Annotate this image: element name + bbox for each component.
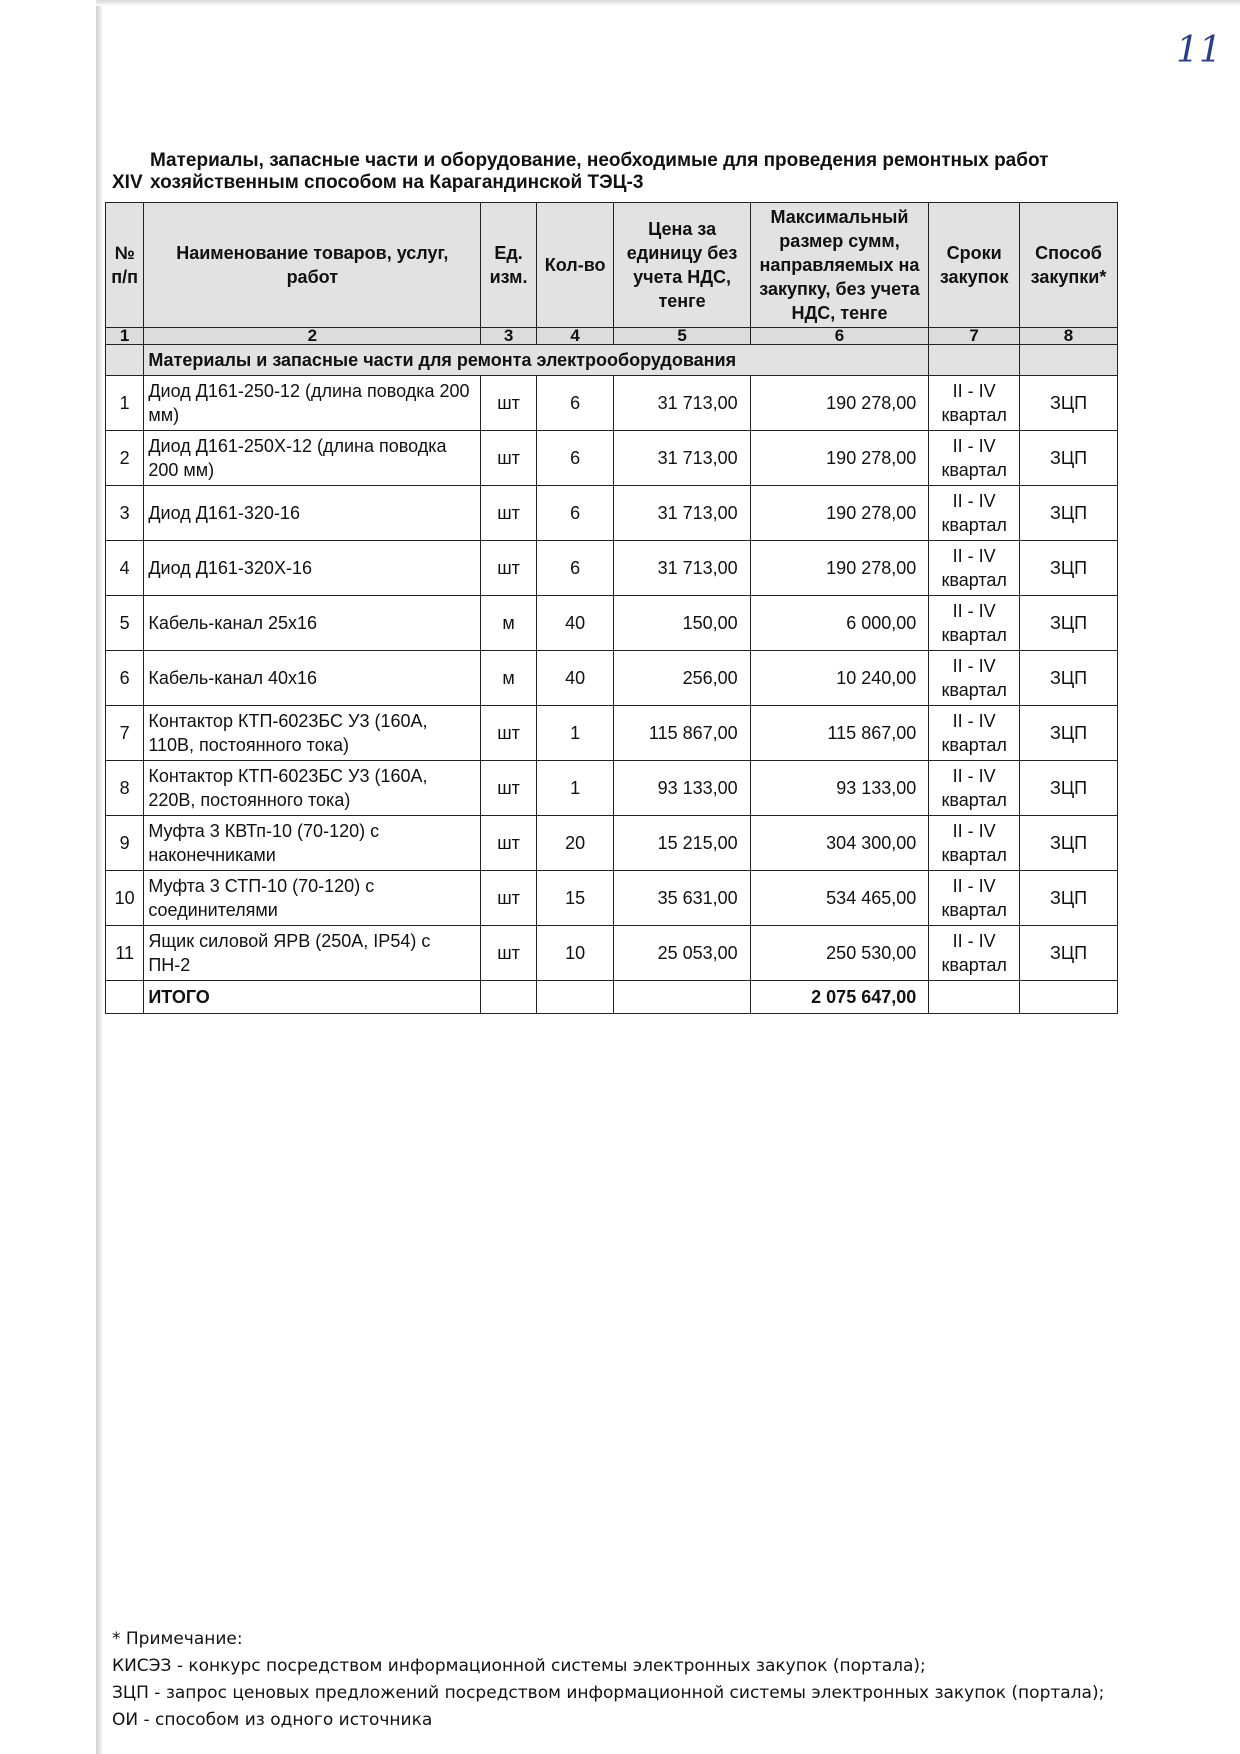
item-quantity: 6 bbox=[536, 376, 614, 431]
total-value: 2 075 647,00 bbox=[750, 981, 929, 1014]
item-method: ЗЦП bbox=[1020, 651, 1118, 706]
category-label: Материалы и запасные части для ремонта электрооборудования bbox=[144, 345, 929, 376]
table-row bbox=[106, 761, 1118, 816]
item-method: ЗЦП bbox=[1020, 486, 1118, 541]
item-period: II - IV квартал bbox=[929, 541, 1020, 596]
footnote bbox=[112, 1626, 1212, 1734]
total-empty-cell bbox=[1020, 981, 1118, 1014]
item-period: II - IV квартал bbox=[929, 706, 1020, 761]
item-name: Муфта 3 КВТп-10 (70-120) с наконечниками bbox=[144, 816, 481, 871]
item-unit-price: 150,00 bbox=[614, 596, 750, 651]
row-number: 4 bbox=[106, 541, 144, 596]
total-empty-cell bbox=[536, 981, 614, 1014]
row-number: 3 bbox=[106, 486, 144, 541]
row-number: 6 bbox=[106, 651, 144, 706]
column-number: 1 bbox=[106, 328, 144, 345]
item-quantity: 10 bbox=[536, 926, 614, 981]
item-unit-price: 31 713,00 bbox=[614, 541, 750, 596]
item-unit: шт bbox=[481, 761, 536, 816]
item-quantity: 6 bbox=[536, 431, 614, 486]
item-method: ЗЦП bbox=[1020, 541, 1118, 596]
item-unit: шт bbox=[481, 376, 536, 431]
item-period: II - IV квартал bbox=[929, 926, 1020, 981]
table-row bbox=[106, 871, 1118, 926]
item-unit-price: 31 713,00 bbox=[614, 376, 750, 431]
column-number: 3 bbox=[481, 328, 536, 345]
table-row bbox=[106, 596, 1118, 651]
table-row bbox=[106, 431, 1118, 486]
item-unit: шт bbox=[481, 926, 536, 981]
item-name: Контактор КТП-6023БС У3 (160А, 220В, постоянного тока) bbox=[144, 761, 481, 816]
row-number: 1 bbox=[106, 376, 144, 431]
item-max-sum: 534 465,00 bbox=[750, 871, 929, 926]
item-method: ЗЦП bbox=[1020, 926, 1118, 981]
item-quantity: 6 bbox=[536, 486, 614, 541]
total-empty-cell bbox=[481, 981, 536, 1014]
item-unit-price: 31 713,00 bbox=[614, 486, 750, 541]
scan-shadow-top bbox=[96, 0, 1240, 6]
item-method: ЗЦП bbox=[1020, 596, 1118, 651]
table-row bbox=[106, 486, 1118, 541]
item-max-sum: 250 530,00 bbox=[750, 926, 929, 981]
total-empty-cell bbox=[929, 981, 1020, 1014]
column-number: 4 bbox=[536, 328, 614, 345]
item-max-sum: 93 133,00 bbox=[750, 761, 929, 816]
column-number: 6 bbox=[750, 328, 929, 345]
table-row bbox=[106, 376, 1118, 431]
item-method: ЗЦП bbox=[1020, 871, 1118, 926]
item-quantity: 20 bbox=[536, 816, 614, 871]
footnote-line: ЗЦП - запрос ценовых предложений посредством информационной системы электронных закупок (портала); bbox=[112, 1683, 1105, 1703]
row-number: 11 bbox=[106, 926, 144, 981]
item-period: II - IV квартал bbox=[929, 376, 1020, 431]
category-row bbox=[106, 345, 1118, 376]
category-empty-cell bbox=[1020, 345, 1118, 376]
row-number: 7 bbox=[106, 706, 144, 761]
section-title: Материалы, запасные части и оборудование, необходимые для проведения ремонтных работ хозяйственным способом на Карагандинской ТЭЦ-3 bbox=[150, 150, 1049, 193]
item-quantity: 40 bbox=[536, 596, 614, 651]
item-unit: шт bbox=[481, 871, 536, 926]
category-empty-cell bbox=[929, 345, 1020, 376]
item-name: Кабель-канал 25х16 bbox=[144, 596, 481, 651]
column-number-row bbox=[106, 328, 1118, 345]
header-number: № п/п bbox=[106, 203, 144, 328]
item-period: II - IV квартал bbox=[929, 761, 1020, 816]
table-row bbox=[106, 706, 1118, 761]
item-method: ЗЦП bbox=[1020, 706, 1118, 761]
header-period: Сроки закупок bbox=[929, 203, 1020, 328]
item-unit: м bbox=[481, 651, 536, 706]
scan-shadow-edge bbox=[96, 0, 102, 1754]
item-period: II - IV квартал bbox=[929, 651, 1020, 706]
item-period: II - IV квартал bbox=[929, 486, 1020, 541]
item-unit-price: 15 215,00 bbox=[614, 816, 750, 871]
item-unit: шт bbox=[481, 541, 536, 596]
item-max-sum: 304 300,00 bbox=[750, 816, 929, 871]
footnote-line: ОИ - способом из одного источника bbox=[112, 1710, 433, 1730]
header-method: Способ закупки* bbox=[1020, 203, 1118, 328]
section-heading bbox=[112, 150, 1122, 194]
footnote-line: КИСЭЗ - конкурс посредством информационной системы электронных закупок (портала); bbox=[112, 1656, 926, 1676]
item-unit-price: 25 053,00 bbox=[614, 926, 750, 981]
table-row bbox=[106, 651, 1118, 706]
header-max-sum: Максимальный размер сумм, направляемых на закупку, без учета НДС, тенге bbox=[750, 203, 929, 328]
row-number: 5 bbox=[106, 596, 144, 651]
item-unit-price: 115 867,00 bbox=[614, 706, 750, 761]
row-number: 9 bbox=[106, 816, 144, 871]
column-number: 7 bbox=[929, 328, 1020, 345]
item-quantity: 1 bbox=[536, 761, 614, 816]
item-unit-price: 31 713,00 bbox=[614, 431, 750, 486]
footnote-title: * Примечание: bbox=[112, 1629, 243, 1649]
item-unit: м bbox=[481, 596, 536, 651]
total-label: ИТОГО bbox=[144, 981, 481, 1014]
header-row bbox=[106, 203, 1118, 328]
header-unit-price: Цена за единицу без учета НДС, тенге bbox=[614, 203, 750, 328]
item-unit: шт bbox=[481, 706, 536, 761]
item-quantity: 15 bbox=[536, 871, 614, 926]
item-max-sum: 190 278,00 bbox=[750, 486, 929, 541]
item-name: Диод Д161-250-12 (длина поводка 200 мм) bbox=[144, 376, 481, 431]
row-number: 10 bbox=[106, 871, 144, 926]
item-unit-price: 35 631,00 bbox=[614, 871, 750, 926]
section-number: XIV bbox=[112, 172, 143, 193]
item-name: Диод Д161-320-16 bbox=[144, 486, 481, 541]
table-row bbox=[106, 926, 1118, 981]
handwritten-page-number: 11 bbox=[1176, 30, 1222, 71]
item-max-sum: 190 278,00 bbox=[750, 541, 929, 596]
item-max-sum: 190 278,00 bbox=[750, 431, 929, 486]
item-quantity: 6 bbox=[536, 541, 614, 596]
item-quantity: 1 bbox=[536, 706, 614, 761]
total-row bbox=[106, 981, 1118, 1014]
item-name: Контактор КТП-6023БС У3 (160А, 110В, постоянного тока) bbox=[144, 706, 481, 761]
item-method: ЗЦП bbox=[1020, 761, 1118, 816]
item-name: Диод Д161-320Х-16 bbox=[144, 541, 481, 596]
item-method: ЗЦП bbox=[1020, 376, 1118, 431]
item-quantity: 40 bbox=[536, 651, 614, 706]
item-unit: шт bbox=[481, 431, 536, 486]
header-quantity: Кол-во bbox=[536, 203, 614, 328]
column-number: 2 bbox=[144, 328, 481, 345]
total-empty-cell bbox=[614, 981, 750, 1014]
item-name: Кабель-канал 40х16 bbox=[144, 651, 481, 706]
header-name: Наименование товаров, услуг, работ bbox=[144, 203, 481, 328]
category-empty-cell bbox=[106, 345, 144, 376]
item-period: II - IV квартал bbox=[929, 816, 1020, 871]
item-max-sum: 10 240,00 bbox=[750, 651, 929, 706]
item-method: ЗЦП bbox=[1020, 816, 1118, 871]
item-unit-price: 93 133,00 bbox=[614, 761, 750, 816]
row-number: 2 bbox=[106, 431, 144, 486]
item-name: Диод Д161-250Х-12 (длина поводка 200 мм) bbox=[144, 431, 481, 486]
column-number: 5 bbox=[614, 328, 750, 345]
item-unit-price: 256,00 bbox=[614, 651, 750, 706]
table-row bbox=[106, 541, 1118, 596]
item-period: II - IV квартал bbox=[929, 431, 1020, 486]
item-unit: шт bbox=[481, 816, 536, 871]
item-name: Муфта 3 СТП-10 (70-120) с соединителями bbox=[144, 871, 481, 926]
item-name: Ящик силовой ЯРВ (250А, IP54) с ПН-2 bbox=[144, 926, 481, 981]
item-max-sum: 115 867,00 bbox=[750, 706, 929, 761]
table-row bbox=[106, 816, 1118, 871]
item-period: II - IV квартал bbox=[929, 596, 1020, 651]
row-number: 8 bbox=[106, 761, 144, 816]
item-period: II - IV квартал bbox=[929, 871, 1020, 926]
item-unit: шт bbox=[481, 486, 536, 541]
total-empty-cell bbox=[106, 981, 144, 1014]
item-method: ЗЦП bbox=[1020, 431, 1118, 486]
item-max-sum: 190 278,00 bbox=[750, 376, 929, 431]
column-number: 8 bbox=[1020, 328, 1118, 345]
header-unit: Ед. изм. bbox=[481, 203, 536, 328]
procurement-table bbox=[105, 202, 1118, 1014]
item-max-sum: 6 000,00 bbox=[750, 596, 929, 651]
